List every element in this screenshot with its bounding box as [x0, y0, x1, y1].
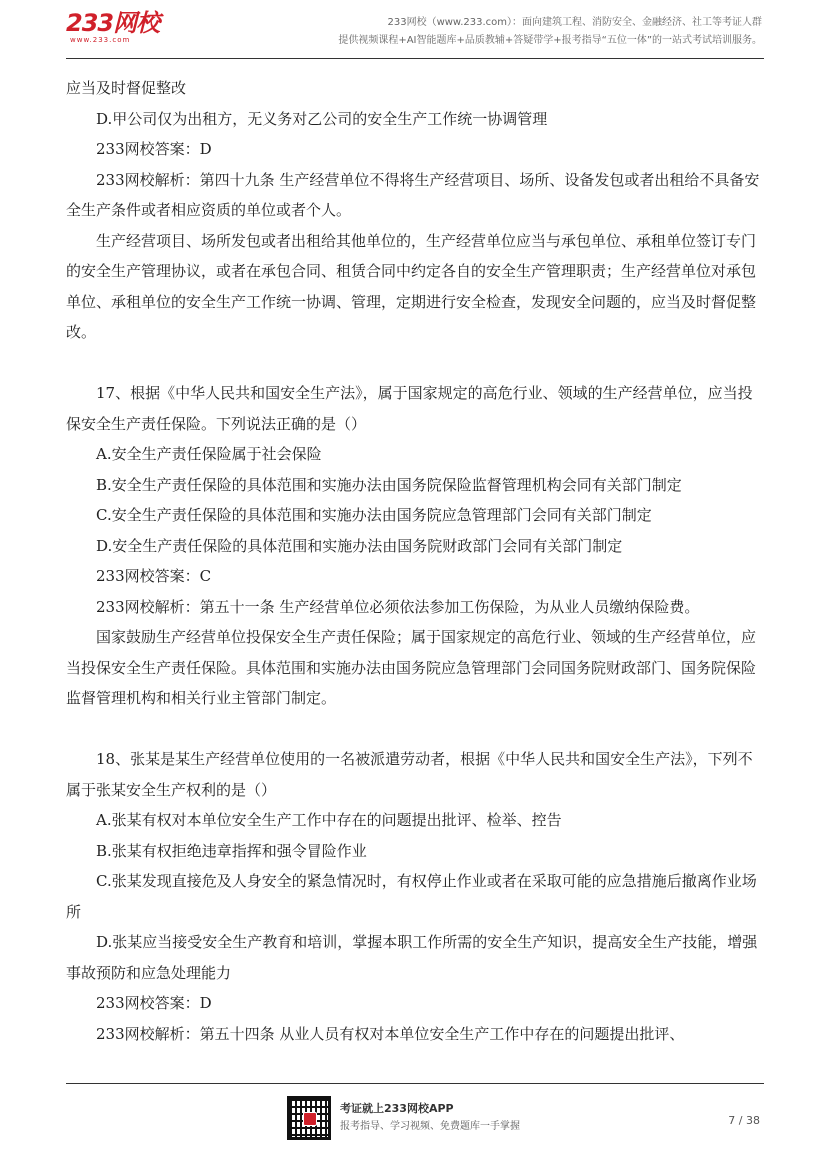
footer-divider — [66, 1083, 764, 1084]
logo-text: 233网校 — [66, 9, 160, 37]
question-gap — [66, 714, 766, 745]
logo-url: www.233.com — [70, 36, 131, 44]
option-a: A.张某有权对本单位安全生产工作中存在的问题提出批评、检举、控告 — [96, 811, 562, 829]
app-badge-icon — [303, 1112, 317, 1126]
header-desc-line2: 提供视频课程+AI智能题库+品质教辅+答疑带学+报考指导“五位一体”的一站式考试培训服务。 — [338, 35, 762, 46]
option-c: C.安全生产责任保险的具体范围和实施办法由国务院应急管理部门会同有关部门制定 — [96, 506, 652, 524]
page-number: 7 / 38 — [728, 1114, 760, 1127]
answer-line: 233网校答案：D — [96, 994, 212, 1012]
option-d: D.甲公司仅为出租方，无义务对乙公司的安全生产工作统一协调管理 — [96, 109, 548, 128]
option-b: B.安全生产责任保险的具体范围和实施办法由国务院保险监督管理机构会同有关部门制定 — [96, 475, 682, 494]
page-header — [0, 0, 830, 60]
question-gap — [66, 348, 766, 379]
option-c: C.张某发现直接危及人身安全的紧急情况时，有权停止作业或者在采取可能的应急措施后撤离作业场所 — [66, 872, 757, 921]
analysis-paragraph: 国家鼓励生产经营单位投保安全生产责任保险；属于国家规定的高危行业、领域的生产经营单位，应当投保安全生产责任保险。具体范围和实施办法由国务院应急管理部门会同国务院财政部门、国务院保险监督管理机构和相关行业主管部门制定。 — [66, 628, 757, 707]
question-18: 18、张某是某生产经营单位使用的一名被派遣劳动者，根据《中华人民共和国安全生产法》，下列不属于张某安全生产权利的是（） — [66, 750, 753, 799]
paragraph-continuation: 应当及时督促整改 — [66, 79, 187, 97]
footer-promo — [340, 1101, 520, 1137]
option-d: D.安全生产责任保险的具体范围和实施办法由国务院财政部门会同有关部门制定 — [96, 536, 623, 555]
document-body — [66, 73, 766, 1049]
footer-title: 考证就上233网校APP — [340, 1102, 454, 1115]
analysis-paragraph: 生产经营项目、场所发包或者出租给其他单位的，生产经营单位应当与承包单位、承租单位签订专门的安全生产管理协议，或者在承包合同、租赁合同中约定各自的安全生产管理职责；生产经营单位对承包单位、承租单位的安全生产工作统一协调、管理，定期进行安全检查，发现安全问题的，应当及时督促整改。 — [66, 231, 757, 341]
option-a: A.安全生产责任保险属于社会保险 — [96, 445, 322, 463]
brand-logo[interactable] — [66, 10, 159, 45]
option-b: B.张某有权拒绝违章指挥和强令冒险作业 — [96, 841, 367, 860]
header-desc-line1: 233网校（www.233.com）：面向建筑工程、消防安全、金融经济、社工等考证人群 — [387, 17, 762, 28]
header-description — [338, 14, 762, 50]
analysis-line: 233网校解析：第四十九条 生产经营单位不得将生产经营项目、场所、设备发包或者出租给不具备安全生产条件或者相应资质的单位或者个人。 — [66, 170, 760, 219]
option-d: D.张某应当接受安全生产教育和培训，掌握本职工作所需的安全生产知识，提高安全生产技能，增强事故预防和应急处理能力 — [66, 933, 758, 982]
question-17: 17、根据《中华人民共和国安全生产法》，属于国家规定的高危行业、领域的生产经营单位，应当投保安全生产责任保险。下列说法正确的是（） — [66, 384, 753, 433]
footer-subtitle: 报考指导、学习视频、免费题库一手掌握 — [340, 1121, 520, 1132]
answer-line: 233网校答案：D — [96, 140, 212, 158]
analysis-line: 233网校解析：第五十一条 生产经营单位必须依法参加工伤保险，为从业人员缴纳保险费。 — [96, 597, 700, 616]
answer-line: 233网校答案：C — [96, 567, 212, 585]
header-divider — [66, 58, 764, 59]
analysis-line: 233网校解析：第五十四条 从业人员有权对本单位安全生产工作中存在的问题提出批评、 — [96, 1024, 685, 1043]
